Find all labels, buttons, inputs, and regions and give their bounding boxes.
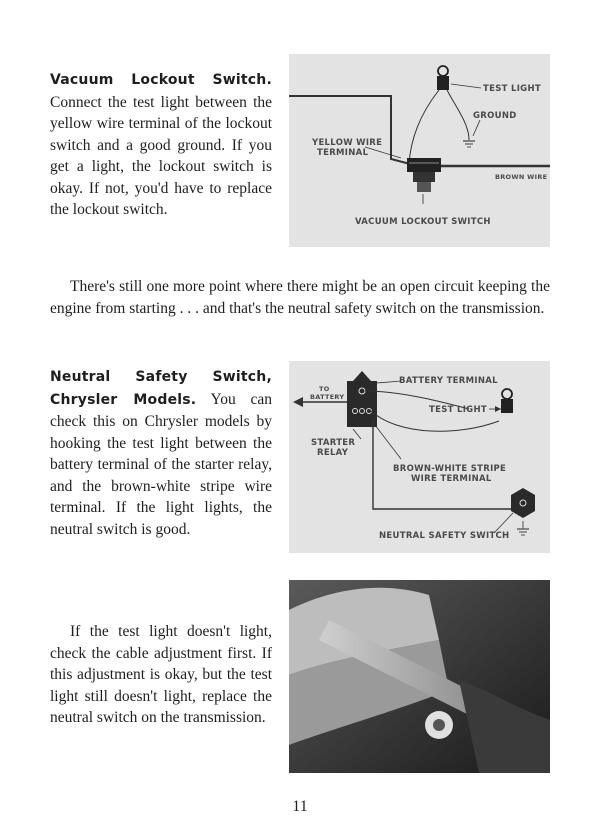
vacuum-lockout-diagram (289, 54, 550, 247)
neutral-safety-text: You can check this on Chrysler models by hooking the test light between the battery terminal of the starter relay, and the brown-white stripe wire terminal. If the light lights, the neutral switch is good. (50, 390, 272, 538)
vacuum-lockout-text: Connect the test light between the yellow wire terminal of the lockout switch and a good ground. If you get a light, the lockout switch is okay. If not, you'd have to replace the lockout switch. (50, 93, 272, 218)
test-light-label: TEST LIGHT (483, 84, 541, 94)
relay-label: RELAY (317, 448, 349, 458)
battery-terminal-label: BATTERY TERMINAL (399, 376, 498, 386)
cable-adjustment-text: If the test light doesn't light, check the cable adjustment first. If this adjustment is okay, but the test light still doesn't light, replace the neutral switch on the transmission. (50, 623, 272, 726)
wire-terminal-label: WIRE TERMINAL (411, 474, 492, 484)
yellow-wire-label: YELLOW WIRE (312, 138, 383, 148)
to-label: TO (319, 385, 330, 393)
test-light-label-2: TEST LIGHT (429, 405, 487, 415)
battery-label: BATTERY (310, 393, 345, 401)
brown-wire-label: BROWN WIRE (495, 173, 548, 181)
neutral-safety-switch-label: NEUTRAL SAFETY SWITCH (379, 531, 510, 541)
yellow-wire-terminal-label: TERMINAL (317, 148, 369, 158)
vacuum-lockout-heading: Vacuum Lockout Switch. (50, 72, 272, 88)
cable-adjustment-paragraph (50, 621, 272, 729)
brown-white-stripe-label: BROWN-WHITE STRIPE (393, 464, 507, 474)
neutral-safety-diagram (289, 361, 550, 553)
neutral-safety-heading: Neutral Safety Switch, Chrysler Models. (50, 369, 272, 408)
ground-label: GROUND (473, 111, 517, 121)
neutral-switch-photo (289, 580, 550, 773)
vacuum-lockout-switch-label: VACUUM LOCKOUT SWITCH (355, 217, 491, 227)
open-circuit-paragraph (50, 276, 550, 319)
vacuum-lockout-paragraph (50, 69, 272, 221)
open-circuit-text: There's still one more point where there might be an open circuit keeping the engine from starting . . . and that's the neutral safety switch on the transmission. (50, 278, 550, 317)
neutral-safety-paragraph (50, 366, 272, 540)
starter-label: STARTER (311, 438, 356, 448)
page-number: 11 (292, 798, 308, 815)
